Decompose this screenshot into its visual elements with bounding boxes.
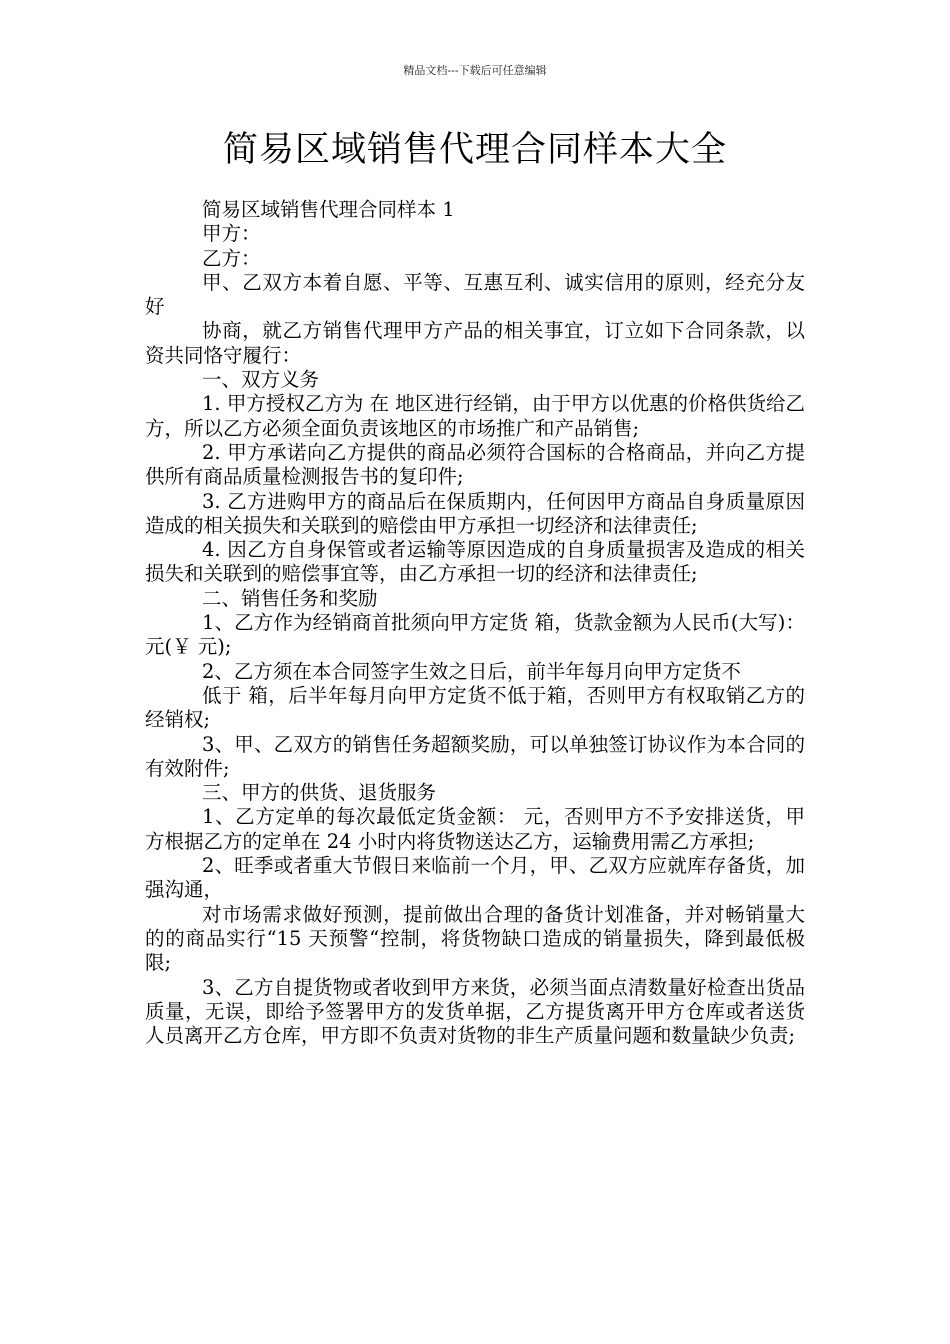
paragraph: 低于 箱，后半年每月向甲方定货不低于箱，否则甲方有权取销乙方的经销权; [145, 683, 805, 732]
paragraph: 甲、乙双方本着自愿、平等、互惠互利、诚实信用的原则，经充分友好 [145, 270, 805, 319]
section-heading: 二、销售任务和奖励 [202, 586, 378, 610]
paragraph: 3. 乙方进购甲方的商品后在保质期内，任何因甲方商品自身质量原因造成的相关损失和关联到的赔偿由甲方承担一切经济和法律责任; [145, 489, 805, 537]
document-body [145, 198, 805, 1048]
section-heading: 三、甲方的供货、退货服务 [202, 781, 437, 805]
paragraph: 3、甲、乙双方的销售任务超额奖励，可以单独签订协议作为本合同的有效附件; [145, 732, 805, 780]
document-title: 简易区域销售代理合同样本大全 [222, 130, 727, 170]
paragraph: 1、乙方作为经销商首批须向甲方定货 箱，货款金额为人民币(大写)： 元(￥ 元); [145, 611, 805, 659]
paragraph: 协商，就乙方销售代理甲方产品的相关事宜，订立如下合同条款，以资共同恪守履行： [145, 319, 805, 367]
paragraph: 4. 因乙方自身保管或者运输等原因造成的自身质量损害及造成的相关损失和关联到的赔偿事宜等，由乙方承担一切的经济和法律责任; [145, 538, 805, 586]
paragraph: 乙方： [202, 246, 261, 270]
paragraph: 对市场需求做好预测，提前做出合理的备货计划准备，并对畅销量大的的商品实行“15 天预警“控制，将货物缺口造成的销量损失，降到最低极限; [145, 902, 805, 975]
paragraph: 3、乙方自提货物或者收到甲方来货，必须当面点清数量好检查出货品质量，无误，即给予签署甲方的发货单据，乙方提货离开甲方仓库或者送货人员离开乙方仓库，甲方即不负责对货物的非生产质量问题和数量缺少负责; [145, 975, 805, 1048]
paragraph: 2、乙方须在本合同签字生效之日后，前半年每月向甲方定货不 [202, 659, 741, 683]
paragraph: 1、乙方定单的每次最低定货金额： 元，否则甲方不予安排送货，甲方根据乙方的定单在 24 小时内将货物送达乙方，运输费用需乙方承担; [145, 805, 805, 853]
paragraph: 2. 甲方承诺向乙方提供的商品必须符合国标的合格商品，并向乙方提供所有商品质量检测报告书的复印件; [145, 440, 805, 489]
paragraph: 2、旺季或者重大节假日来临前一个月，甲、乙双方应就库存备货，加强沟通， [145, 854, 805, 902]
header-note: 精品文档---下载后可任意编辑 [403, 64, 547, 77]
section-heading: 一、双方义务 [202, 368, 320, 392]
paragraph: 1. 甲方授权乙方为 在 地区进行经销，由于甲方以优惠的价格供货给乙方，所以乙方必须全面负责该地区的市场推广和产品销售; [145, 392, 805, 440]
paragraph: 甲方： [202, 222, 261, 246]
paragraph: 简易区域销售代理合同样本 1 [202, 198, 455, 221]
